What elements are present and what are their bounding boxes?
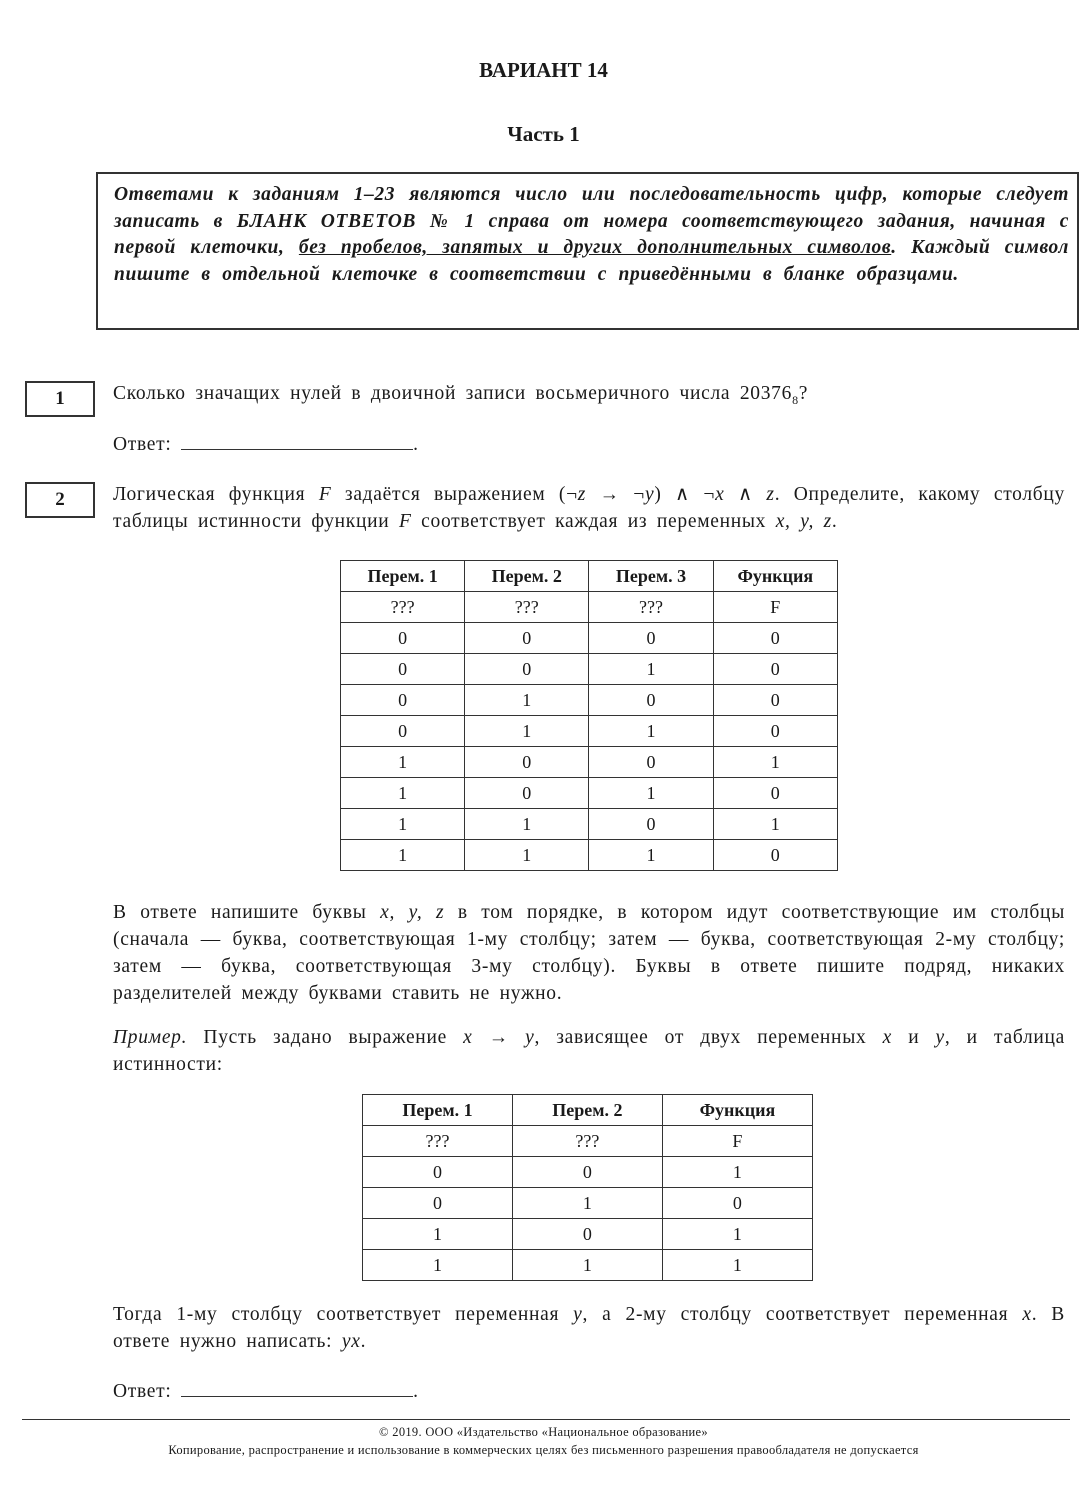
table-cell: 0 xyxy=(512,1219,662,1250)
table-cell: 1 xyxy=(465,840,589,871)
column-header: Перем. 3 xyxy=(589,561,713,592)
instructions-text: Ответами к заданиям 1–23 являются число или последовательность цифр, которые следует записать в БЛАНК ОТВЕТОВ № 1 справа от номера соответствующего задания, начиная с первой клеточки, без пробелов, запятых и других дополнительных символов. Каждый символ пишите в отдельной клеточке в соответствии с приведёнными в бланке образцами. xyxy=(114,184,1069,285)
table-row xyxy=(341,592,838,623)
footer-divider xyxy=(22,1419,1070,1420)
example-text: Пример. Пусть задано выражение x → y, зависящее от двух переменных x и y, и таблица истинности: xyxy=(113,1027,1066,1075)
table-row xyxy=(363,1157,813,1188)
column-header: Перем. 1 xyxy=(341,561,465,592)
table-row xyxy=(363,1188,813,1219)
table-cell: ??? xyxy=(589,592,713,623)
answer-field-1[interactable] xyxy=(181,431,413,450)
task-number-1: 1 xyxy=(25,381,95,417)
column-header: Функция xyxy=(713,561,837,592)
part-title: Часть 1 xyxy=(507,122,580,146)
table-cell: 0 xyxy=(589,623,713,654)
column-header: Перем. 2 xyxy=(512,1095,662,1126)
table-cell: 0 xyxy=(662,1188,812,1219)
column-header: Перем. 2 xyxy=(465,561,589,592)
table-cell: 0 xyxy=(465,778,589,809)
table-cell: 0 xyxy=(713,716,837,747)
table-cell: 0 xyxy=(589,809,713,840)
table-cell: 1 xyxy=(662,1157,812,1188)
table-cell: 1 xyxy=(341,747,465,778)
table-cell: ??? xyxy=(512,1126,662,1157)
table-cell: 0 xyxy=(512,1157,662,1188)
table-cell: ??? xyxy=(363,1126,513,1157)
table-cell: 1 xyxy=(341,840,465,871)
table-cell: 1 xyxy=(341,778,465,809)
table-cell: 1 xyxy=(662,1219,812,1250)
table-cell: 1 xyxy=(363,1219,513,1250)
variant-title: ВАРИАНТ 14 xyxy=(479,58,608,82)
table-cell: ??? xyxy=(341,592,465,623)
table-cell: 1 xyxy=(589,654,713,685)
table-row xyxy=(341,778,838,809)
table-cell: 1 xyxy=(363,1250,513,1281)
table-cell: 1 xyxy=(589,716,713,747)
table-cell: 1 xyxy=(465,716,589,747)
table-row xyxy=(341,685,838,716)
table-cell: ??? xyxy=(465,592,589,623)
table-row xyxy=(341,623,838,654)
footer-copyright: © 2019. ООО «Издательство «Национальное образование» xyxy=(379,1425,708,1439)
column-header: Перем. 1 xyxy=(363,1095,513,1126)
table-row xyxy=(363,1250,813,1281)
table-cell: 0 xyxy=(341,623,465,654)
table-cell: 1 xyxy=(341,809,465,840)
table-cell: 1 xyxy=(465,809,589,840)
table-cell: 1 xyxy=(589,778,713,809)
table-cell: 0 xyxy=(713,840,837,871)
task2-intro: Логическая функция F задаётся выражением (¬z → ¬y) ∧ ¬x ∧ z. Определите, какому столбцу таблицы истинности функции F соответствует каждая из переменных x, y, z. xyxy=(113,484,1065,532)
task2-instructions: В ответе напишите буквы x, y, z в том порядке, в котором идут соответствующие им столбцы (сначала — буква, соответствующая 1-му столбцу; затем — буква, соответствующая 2-му столбцу; затем — буква, соответствующая 3-му столбцу). Буквы в ответе пишите подряд, никаких разделителей между буквами ставить не нужно. Пример. Пусть задано выражение x → y, зависящее от двух переменных x и y, и таблица истинности: xyxy=(113,899,1065,1078)
answer-field-2[interactable] xyxy=(181,1378,413,1397)
table-cell: 0 xyxy=(465,623,589,654)
footer-notice: Копирование, распространение и использование в коммерческих целях без письменного разрешения правообладателя не допускается xyxy=(168,1443,919,1457)
example-conclusion: Тогда 1-му столбцу соответствует переменная y, а 2-му столбцу соответствует переменная x. В ответе нужно написать: yx. Ответ: . xyxy=(113,1301,1065,1405)
table-cell: 1 xyxy=(512,1188,662,1219)
table-cell: 0 xyxy=(713,654,837,685)
table-row xyxy=(341,747,838,778)
table-cell: 0 xyxy=(713,685,837,716)
table-cell: 0 xyxy=(713,778,837,809)
table-cell: 0 xyxy=(341,716,465,747)
table-cell: 1 xyxy=(465,685,589,716)
column-header: Функция xyxy=(662,1095,812,1126)
table-cell: F xyxy=(713,592,837,623)
task-number-2: 2 xyxy=(25,482,95,518)
table-cell: 0 xyxy=(589,685,713,716)
task1-answer-line: Ответ: . xyxy=(113,431,1065,458)
table-cell: 0 xyxy=(713,623,837,654)
table-cell: 1 xyxy=(512,1250,662,1281)
task1-question: Сколько значащих нулей в двоичной записи восьмеричного числа $20376_8$? Ответ: . xyxy=(113,380,1065,458)
table-cell: 1 xyxy=(713,747,837,778)
table-cell: 0 xyxy=(465,654,589,685)
table-cell: 0 xyxy=(341,654,465,685)
instructions-box xyxy=(96,172,1079,330)
table-cell: 0 xyxy=(363,1157,513,1188)
table-cell: 0 xyxy=(465,747,589,778)
table-row xyxy=(341,716,838,747)
example-truth-table xyxy=(362,1094,813,1281)
table-row xyxy=(363,1126,813,1157)
table-row xyxy=(363,1219,813,1250)
truth-table xyxy=(340,560,838,871)
table-cell: 1 xyxy=(589,840,713,871)
table-cell: 0 xyxy=(589,747,713,778)
table-row xyxy=(341,840,838,871)
table-cell: 1 xyxy=(662,1250,812,1281)
table-cell: 1 xyxy=(713,809,837,840)
table-cell: 0 xyxy=(363,1188,513,1219)
table-row xyxy=(341,809,838,840)
table-cell: 0 xyxy=(341,685,465,716)
table-row xyxy=(341,654,838,685)
task2-answer-line: Ответ: . xyxy=(113,1378,1065,1405)
table-cell: F xyxy=(662,1126,812,1157)
